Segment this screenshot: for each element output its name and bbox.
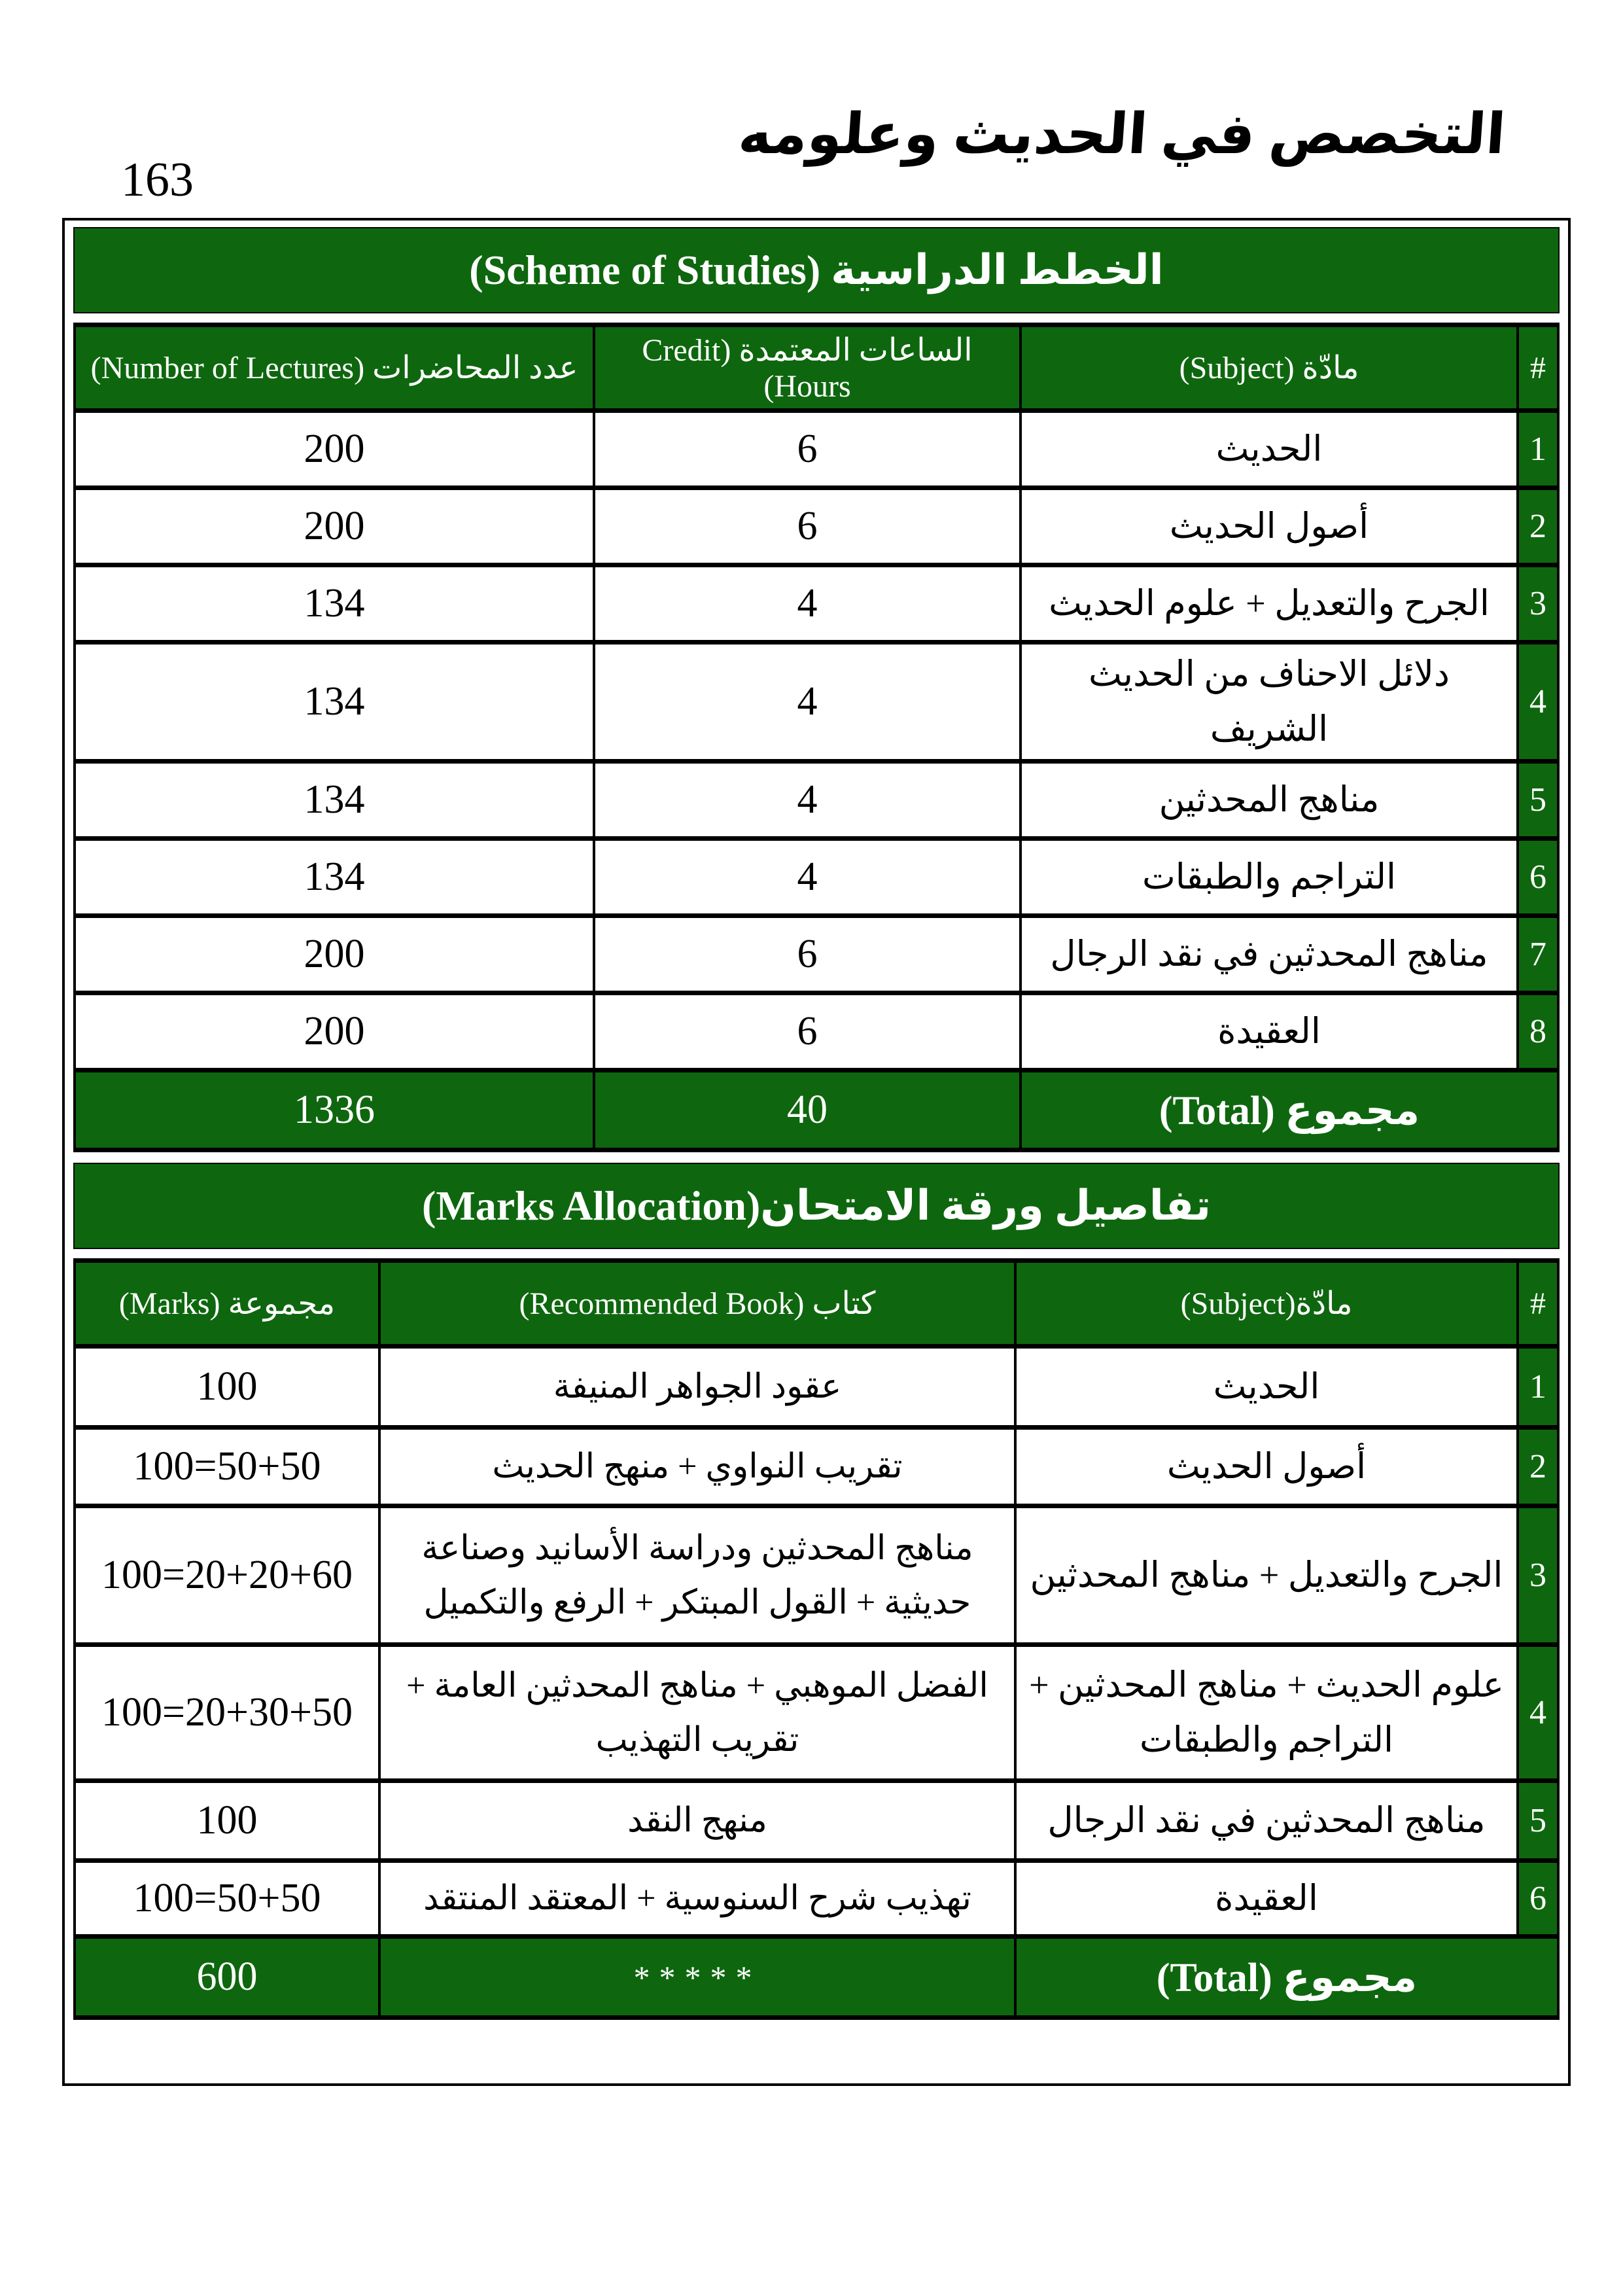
cell-book: تهذيب شرح السنوسية + المعتقد المنتقد	[379, 1861, 1015, 1937]
marks-col-subject: مادّة(Subject)	[1015, 1261, 1518, 1347]
cell-credit-hours: 4	[594, 643, 1021, 762]
cell-subject: أصول الحديث	[1015, 1428, 1518, 1506]
table-row	[75, 411, 1558, 488]
cell-subject: العقيدة	[1015, 1861, 1518, 1937]
cell-credit-hours: 4	[594, 565, 1021, 643]
cell-lectures: 200	[75, 411, 594, 488]
cell-book: مناهج المحدثين ودراسة الأسانيد وصناعة حديثية + القول المبتكر + الرفع والتكميل	[379, 1506, 1015, 1645]
scheme-header-row	[75, 325, 1558, 411]
table-row	[75, 1347, 1558, 1428]
marks-col-book: كتاب (Recommended Book)	[379, 1261, 1015, 1347]
cell-lectures: 134	[75, 762, 594, 839]
cell-marks: 100=50+50	[75, 1428, 379, 1506]
table-row	[75, 1861, 1558, 1937]
table-row	[75, 488, 1558, 565]
cell-lectures: 200	[75, 916, 594, 993]
total-label: مجموع (Total)	[1015, 1937, 1558, 2018]
table-row	[75, 1645, 1558, 1781]
cell-marks: 100=20+30+50	[75, 1645, 379, 1781]
row-index: 7	[1518, 916, 1558, 993]
scheme-total-row	[75, 1070, 1558, 1150]
row-index: 1	[1518, 1347, 1558, 1428]
cell-credit-hours: 6	[594, 993, 1021, 1070]
page-number: 163	[121, 153, 194, 207]
cell-book: تقريب النواوي + منهج الحديث	[379, 1428, 1015, 1506]
document-header-title: التخصص في الحديث وعلومه	[736, 103, 1508, 166]
scheme-col-subject: مادّة (Subject)	[1021, 325, 1518, 411]
cell-book: منهج النقد	[379, 1781, 1015, 1861]
scheme-col-credit-hours: الساعات المعتمدة (Credit Hours)	[594, 325, 1021, 411]
cell-credit-hours: 6	[594, 916, 1021, 993]
total-label: مجموع (Total)	[1021, 1070, 1558, 1150]
cell-subject: التراجم والطبقات	[1021, 839, 1518, 916]
row-index: 6	[1518, 839, 1558, 916]
cell-book: الفضل الموهبي + مناهج المحدثين العامة + تقريب التهذيب	[379, 1645, 1015, 1781]
table-row	[75, 1506, 1558, 1645]
cell-marks: 100	[75, 1781, 379, 1861]
table-row	[75, 1428, 1558, 1506]
cell-subject: مناهج المحدثين	[1021, 762, 1518, 839]
total-lectures: 1336	[75, 1070, 594, 1150]
row-index: 4	[1518, 1645, 1558, 1781]
cell-lectures: 134	[75, 565, 594, 643]
section-gap	[73, 1152, 1560, 1163]
row-index: 8	[1518, 993, 1558, 1070]
table-row	[75, 993, 1558, 1070]
total-book-asterisks: *****	[379, 1937, 1015, 2018]
cell-subject: مناهج المحدثين في نقد الرجال	[1015, 1781, 1518, 1861]
scheme-col-index: #	[1518, 325, 1558, 411]
total-marks: 600	[75, 1937, 379, 2018]
scheme-table-title: الخطط الدراسية (Scheme of Studies)	[73, 227, 1560, 313]
row-index: 1	[1518, 411, 1558, 488]
cell-subject: مناهج المحدثين في نقد الرجال	[1021, 916, 1518, 993]
cell-subject: الحديث	[1015, 1347, 1518, 1428]
marks-table	[73, 1258, 1560, 2020]
row-index: 2	[1518, 488, 1558, 565]
cell-credit-hours: 6	[594, 488, 1021, 565]
cell-lectures: 134	[75, 643, 594, 762]
cell-lectures: 200	[75, 488, 594, 565]
cell-marks: 100=50+50	[75, 1861, 379, 1937]
scheme-table	[73, 323, 1560, 1152]
row-index: 3	[1518, 1506, 1558, 1645]
cell-marks: 100=20+20+60	[75, 1506, 379, 1645]
cell-credit-hours: 6	[594, 411, 1021, 488]
cell-subject: دلائل الاحناف من الحديث الشريف	[1021, 643, 1518, 762]
content-frame	[62, 218, 1571, 2086]
cell-credit-hours: 4	[594, 762, 1021, 839]
marks-col-marks: مجموعة (Marks)	[75, 1261, 379, 1347]
cell-lectures: 134	[75, 839, 594, 916]
cell-subject: أصول الحديث	[1021, 488, 1518, 565]
marks-col-index: #	[1518, 1261, 1558, 1347]
cell-lectures: 200	[75, 993, 594, 1070]
marks-total-row	[75, 1937, 1558, 2018]
cell-subject: العقيدة	[1021, 993, 1518, 1070]
row-index: 2	[1518, 1428, 1558, 1506]
row-index: 3	[1518, 565, 1558, 643]
cell-subject: علوم الحديث + مناهج المحدثين + التراجم والطبقات	[1015, 1645, 1518, 1781]
table-row	[75, 839, 1558, 916]
scheme-col-lectures: عدد المحاضرات (Number of Lectures)	[75, 325, 594, 411]
cell-marks: 100	[75, 1347, 379, 1428]
cell-subject: الجرح والتعديل + مناهج المحدثين	[1015, 1506, 1518, 1645]
row-index: 6	[1518, 1861, 1558, 1937]
cell-credit-hours: 4	[594, 839, 1021, 916]
table-row	[75, 916, 1558, 993]
cell-subject: الحديث	[1021, 411, 1518, 488]
cell-subject: الجرح والتعديل + علوم الحديث	[1021, 565, 1518, 643]
table-row	[75, 643, 1558, 762]
total-credit-hours: 40	[594, 1070, 1021, 1150]
table-row	[75, 565, 1558, 643]
table-row	[75, 762, 1558, 839]
row-index: 4	[1518, 643, 1558, 762]
cell-book: عقود الجواهر المنيفة	[379, 1347, 1015, 1428]
table-row	[75, 1781, 1558, 1861]
marks-table-title: تفاصيل ورقة الامتحان(Marks Allocation)	[73, 1163, 1560, 1249]
row-index: 5	[1518, 1781, 1558, 1861]
row-index: 5	[1518, 762, 1558, 839]
marks-header-row	[75, 1261, 1558, 1347]
